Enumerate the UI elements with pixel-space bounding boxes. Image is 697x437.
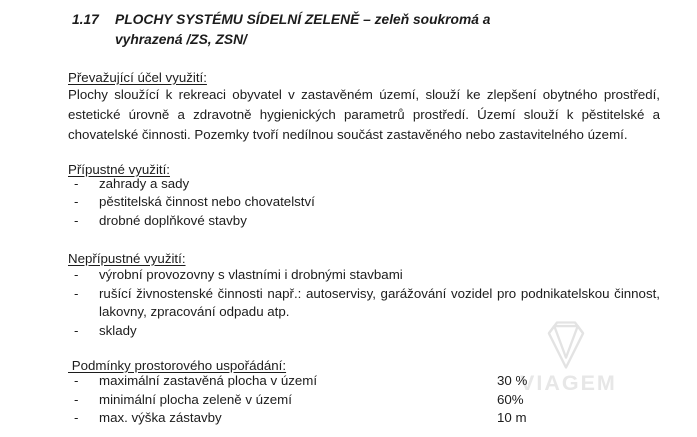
section-number: 1.17 [72,12,99,27]
permitted-use-list [68,175,660,230]
title-line-1: PLOCHY SYSTÉMU SÍDELNÍ ZELENĚ – zeleň soukromá a [115,12,491,27]
list-dash: - [74,212,79,228]
list-item [68,285,660,322]
list-item [68,193,660,211]
list-dash: - [74,391,79,407]
list-dash: - [74,285,79,301]
condition-label: maximální zastavěná plocha v území [99,373,318,388]
list-dash: - [74,194,79,210]
condition-value: 60% [497,391,524,407]
condition-row [68,372,668,391]
list-dash: - [74,373,79,388]
list-item-text: rušící živnostenské činnosti např.: autoservisy, garážování vozidel pro podnikatelskou činnost, lakovny, zpracování odpadu atp. [99,285,660,320]
prevailing-use-paragraph: Plochy sloužící k rekreaci obyvatel v zastavěném území, slouží ke zlepšení obytného prostředí, estetické úrovně a zdravotně hygienických parametrů prostředí. Území slouží k pěstitelské a chovatelské činnosti. Pozemky tvoří nedílnou součást zastavěného nebo zastavitelného území. [68,87,660,142]
list-dash: - [74,410,79,426]
list-item-text: výrobní provozovny s vlastními i drobnými stavbami [99,267,403,282]
heading-prevailing-use: Převažující účel využití: [68,70,207,85]
list-item-text: zahrady a sady [99,176,190,191]
heading-permitted-use: Přípustné využití: [68,162,170,177]
list-item-text: drobné doplňkové stavby [99,212,247,228]
condition-label: minimální plocha zeleně v území [99,391,292,407]
condition-row [68,409,668,428]
list-item [68,175,660,193]
watermark-text: VIAGEM [520,371,617,395]
list-item [68,266,660,285]
list-item [68,322,660,341]
section-title-text [115,10,535,49]
spatial-conditions-list [68,372,668,428]
heading-spatial-conditions: Podmínky prostorového uspořádání: [68,358,287,373]
list-item-text: pěstitelská činnost nebo chovatelství [99,194,315,210]
list-dash: - [74,267,79,282]
heading-not-permitted-use: Nepřípustné využití: [68,251,186,266]
title-line-2: vyhrazená /ZS, ZSN/ [115,31,247,47]
list-dash: - [74,176,79,191]
list-dash: - [74,322,79,338]
not-permitted-use-list [68,266,660,340]
condition-value: 10 m [497,410,527,426]
condition-label: max. výška zástavby [99,410,222,426]
list-item [68,212,660,230]
condition-value: 30 % [497,373,528,388]
list-item-text: sklady [99,322,137,338]
condition-row [68,391,668,410]
